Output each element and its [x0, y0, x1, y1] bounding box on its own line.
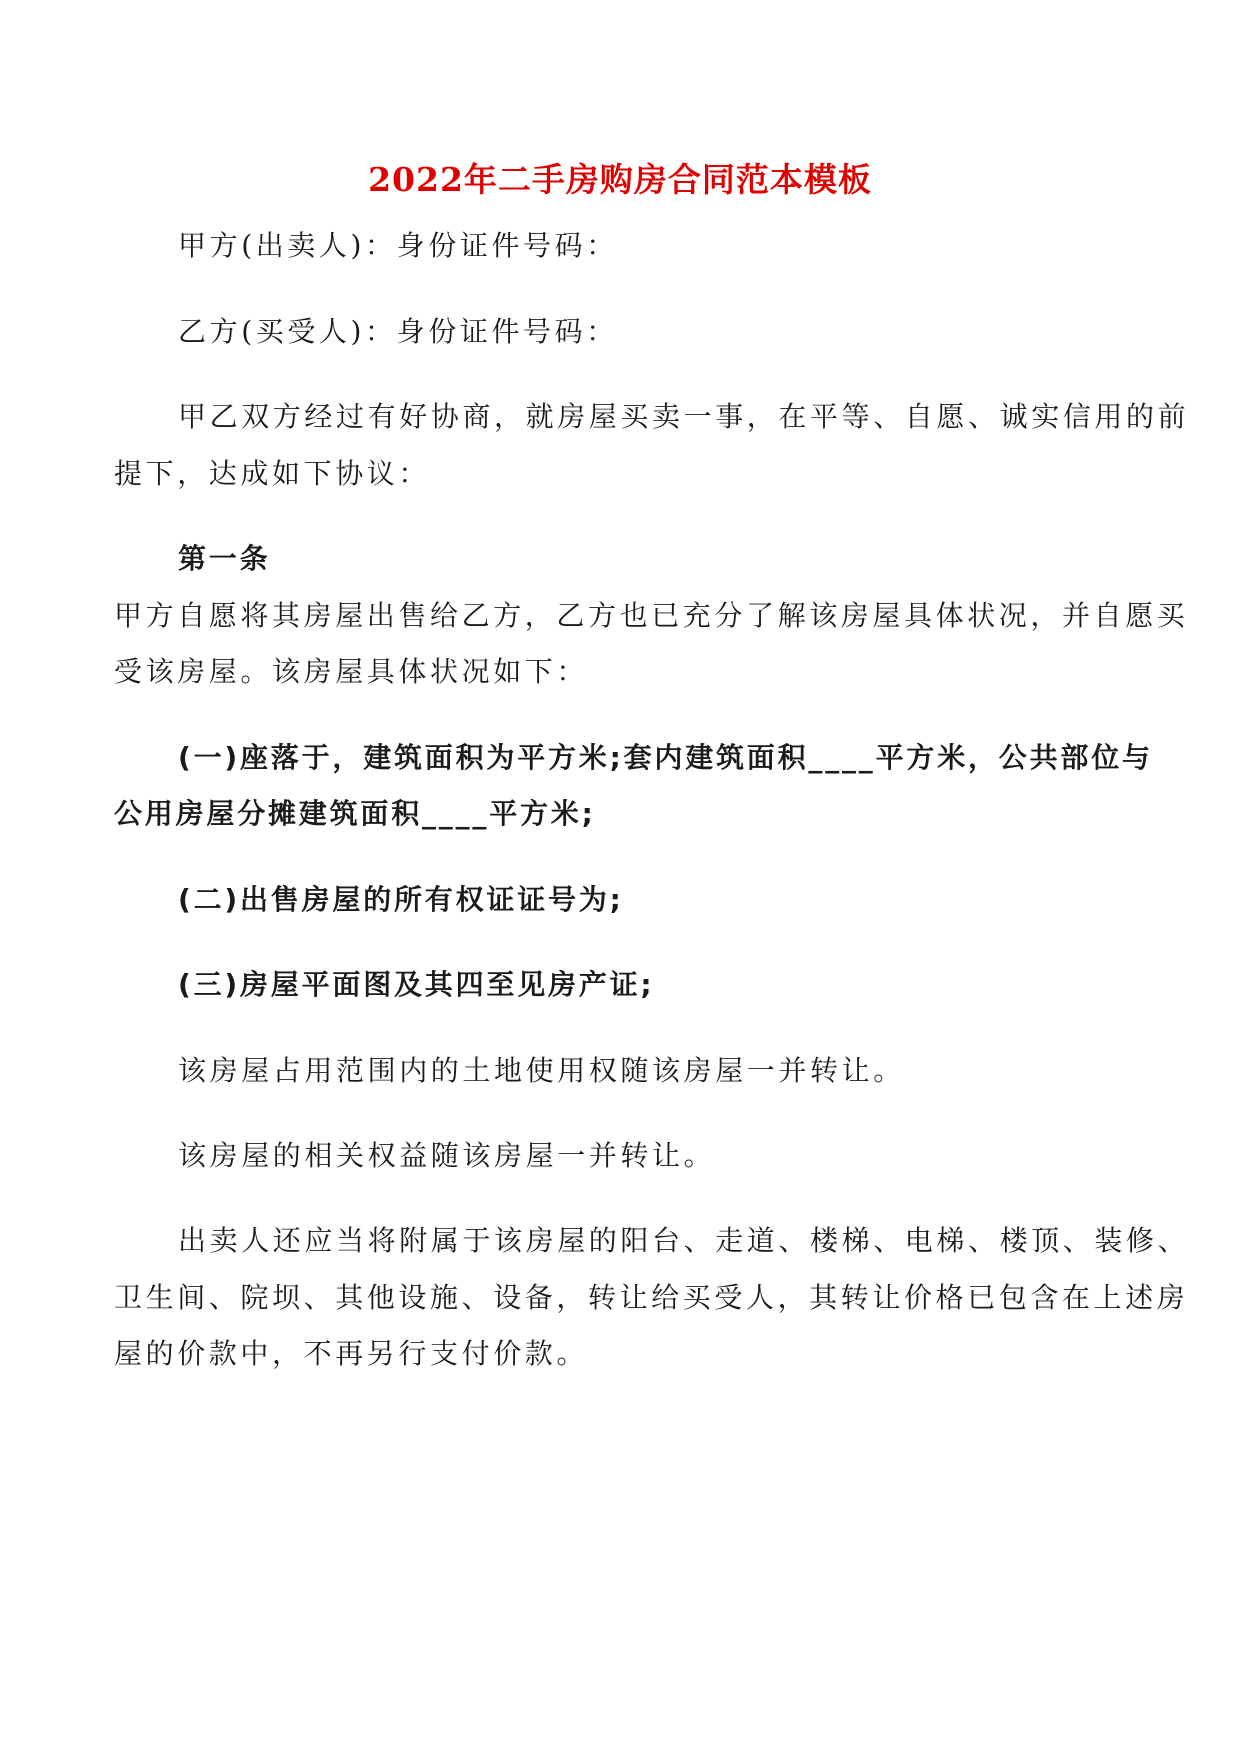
party-a-line: 甲方(出卖人)：身份证件号码： [178, 229, 618, 262]
land-use-line: 该房屋占用范围内的土地使用权随该房屋一并转让。 [178, 1054, 905, 1087]
attachments-line-2: 卫生间、院坝、其他设施、设备，转让给买受人，其转让价格已包含在上述房 [114, 1281, 1189, 1314]
article-1-line-2: 受该房屋。该房屋具体状况如下： [114, 655, 589, 688]
article-1-line-1: 甲方自愿将其房屋出售给乙方，乙方也已充分了解该房屋具体状况，并自愿买 [114, 599, 1189, 632]
item-1-line-1: (一)座落于，建筑面积为平方米;套内建筑面积____平方米，公共部位与 [178, 741, 1153, 774]
intro-line-1: 甲乙双方经过有好协商，就房屋买卖一事，在平等、自愿、诚实信用的前 [178, 400, 1190, 433]
intro-line-2: 提下，达成如下协议： [114, 457, 431, 490]
item-1-line-2: 公用房屋分摊建筑面积____平方米; [114, 797, 596, 830]
document-title: 2022年二手房购房合同范本模板 [368, 160, 872, 199]
party-b-line: 乙方(买受人)：身份证件号码： [178, 315, 618, 348]
attachments-line-1: 出卖人还应当将附属于该房屋的阳台、走道、楼梯、电梯、楼顶、装修、 [178, 1224, 1190, 1257]
article-1-heading: 第一条 [178, 542, 271, 575]
item-2-line: (二)出售房屋的所有权证证号为; [178, 883, 624, 916]
attachments-line-3: 屋的价款中，不再另行支付价款。 [114, 1337, 589, 1370]
rights-line: 该房屋的相关权益随该房屋一并转让。 [178, 1139, 716, 1172]
item-3-line: (三)房屋平面图及其四至见房产证; [178, 968, 655, 1001]
